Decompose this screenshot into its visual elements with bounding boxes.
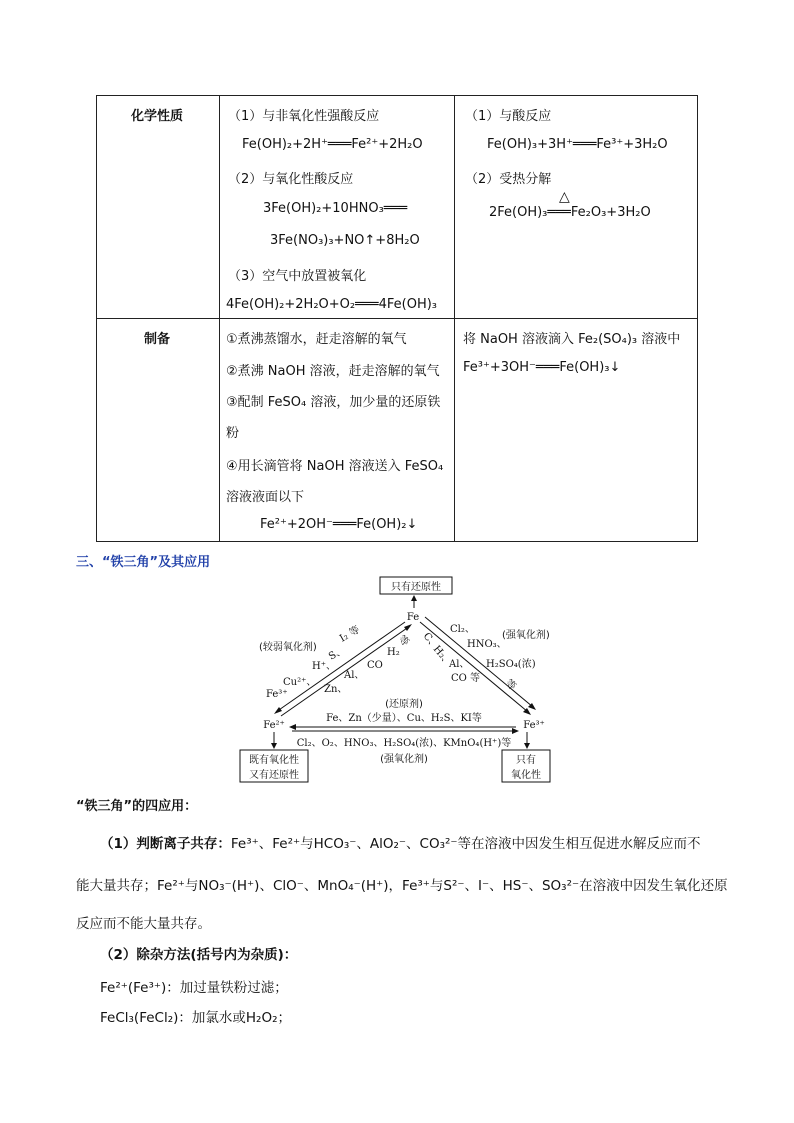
left-outer-h: H⁺、 bbox=[312, 661, 336, 672]
right-outer-deng: 等 bbox=[503, 677, 518, 693]
text-line: （1）与非氧化性强酸反应 bbox=[228, 109, 380, 124]
equation: 3Fe(OH)₂+10HNO₃═══ bbox=[263, 201, 408, 216]
right-outer-cl2: Cl₂、 bbox=[450, 624, 475, 635]
reductant-label: (还原剂) bbox=[385, 699, 423, 710]
right-outer-h2so4: H₂SO₄(浓) bbox=[486, 659, 536, 670]
box-left-label-1: 既有氧化性 bbox=[249, 755, 299, 766]
text-line: （2）与氧化性酸反应 bbox=[228, 172, 354, 187]
text-line: 将 NaOH 溶液滴入 Fe₂(SO₄)₃ 溶液中 bbox=[463, 332, 681, 347]
equation: Fe(OH)₂+2H⁺═══Fe²⁺+2H₂O bbox=[242, 137, 423, 152]
bottom-top-reagents: Fe、Zn（少量）、Cu、H₂S、KI等 bbox=[326, 713, 482, 724]
box-top-label: 只有还原性 bbox=[391, 582, 441, 593]
application-2-item-2: FeCl₃(FeCl₂)：加氯水或H₂O₂； bbox=[100, 1010, 291, 1026]
right-inner-co: CO 等 bbox=[451, 673, 481, 684]
application-2-item-1: Fe²⁺(Fe³⁺)：加过量铁粉过滤； bbox=[100, 980, 288, 996]
application-1-line-2: 能大量共存；Fe²⁺与NO₃⁻(H⁺)、ClO⁻、MnO₄⁻(H⁺)，Fe³⁺与S²⁻、I⁻、HS⁻、SO₃²⁻在溶液中因发生氧化还原 bbox=[76, 878, 728, 894]
application-1-label: （1）判断离子共存： bbox=[100, 836, 231, 852]
text-line: ①煮沸蒸馏水，赶走溶解的氧气 bbox=[226, 332, 407, 347]
section-title: 三、“铁三角”及其应用 bbox=[76, 555, 211, 570]
right-inner-al: Al、 bbox=[449, 659, 470, 670]
bottom-bottom-reagents: Cl₂、O₂、HNO₃、H₂SO₄(浓)、KMnO₄(H⁺)等 bbox=[296, 738, 512, 749]
row-header-cell bbox=[97, 96, 220, 319]
application-2-label: （2）除杂方法(括号内为杂质)： bbox=[100, 947, 298, 963]
left-inner-h2: H₂ bbox=[387, 647, 400, 658]
row-header-cell bbox=[97, 319, 220, 542]
fe-oh3-preparation-cell bbox=[455, 319, 698, 542]
strong-oxidant-bottom-label: (强氧化剂) bbox=[380, 754, 428, 765]
row-header-chemical-properties: 化学性质 bbox=[131, 109, 184, 124]
text-line: ②煮沸 NaOH 溶液，赶走溶解的氧气 bbox=[226, 364, 440, 379]
left-outer-cu: Cu²⁺、 bbox=[283, 677, 317, 688]
table-row-preparation bbox=[97, 319, 698, 542]
text-line: 溶液液面以下 bbox=[226, 490, 305, 505]
weak-oxidant-label: (较弱氧化剂) bbox=[259, 642, 317, 653]
left-outer-i2: I₂ 等 bbox=[338, 624, 362, 645]
text-line: （1）与酸反应 bbox=[465, 109, 552, 124]
table-row-chemical-properties bbox=[97, 96, 698, 319]
box-right-label-2: 氧化性 bbox=[511, 770, 541, 781]
left-inner-deng: 等 bbox=[396, 633, 411, 649]
equation: Fe(OH)₃+3H⁺═══Fe³⁺+3H₂O bbox=[487, 137, 668, 152]
applications-title: “铁三角”的四应用： bbox=[76, 799, 198, 814]
equation: 2Fe(OH)₃═══Fe₂O₃+3H₂O bbox=[489, 205, 651, 220]
right-outer-hno3: HNO₃、 bbox=[467, 639, 507, 650]
left-outer-fe3: Fe³⁺ bbox=[266, 689, 288, 700]
row-header-preparation: 制备 bbox=[144, 332, 171, 347]
fe-oh3-properties-cell bbox=[455, 96, 698, 319]
equation: 4Fe(OH)₂+2H₂O+O₂═══4Fe(OH)₃ bbox=[226, 297, 437, 312]
equation: Fe²⁺+2OH⁻═══Fe(OH)₂↓ bbox=[260, 517, 418, 532]
equation: Fe³⁺+3OH⁻═══Fe(OH)₃↓ bbox=[463, 360, 621, 375]
application-1-line-3: 反应而不能大量共存。 bbox=[76, 916, 211, 932]
node-fe2: Fe²⁺ bbox=[263, 720, 285, 731]
box-left-label-2: 又有还原性 bbox=[249, 770, 299, 781]
properties-table bbox=[96, 95, 698, 542]
text-line: （3）空气中放置被氧化 bbox=[228, 269, 367, 284]
fe-oh2-properties-cell bbox=[220, 96, 455, 319]
right-inner-c: C、 bbox=[420, 630, 441, 652]
box-right-label-1: 只有 bbox=[516, 755, 536, 766]
text-line: ④用长滴管将 NaOH 溶液送入 FeSO₄ bbox=[226, 459, 444, 474]
left-inner-al: Al、 bbox=[344, 670, 365, 681]
node-fe3: Fe³⁺ bbox=[523, 720, 545, 731]
application-1-line-1 bbox=[100, 832, 701, 852]
strong-oxidant-top-label: (强氧化剂) bbox=[502, 630, 550, 641]
text-line: 粉 bbox=[226, 426, 240, 441]
text-line: （2）受热分解 bbox=[465, 172, 552, 187]
right-inner-h2: H₂、 bbox=[430, 643, 454, 669]
equation: 3Fe(NO₃)₃+NO↑+8H₂O bbox=[270, 233, 420, 248]
iron-triangle-diagram bbox=[0, 570, 794, 790]
fe-oh2-preparation-cell bbox=[220, 319, 455, 542]
heat-triangle-icon: △ bbox=[559, 189, 570, 205]
left-inner-co: CO bbox=[367, 660, 383, 671]
text-line: ③配制 FeSO₄ 溶液，加少量的还原铁 bbox=[226, 395, 441, 410]
application-1-text: Fe³⁺、Fe²⁺与HCO₃⁻、AlO₂⁻、CO₃²⁻等在溶液中因发生相互促进水解反应而不 bbox=[230, 836, 701, 852]
left-inner-zn: Zn、 bbox=[324, 684, 348, 695]
node-fe: Fe bbox=[406, 612, 420, 623]
left-outer-s: S、 bbox=[327, 644, 348, 663]
